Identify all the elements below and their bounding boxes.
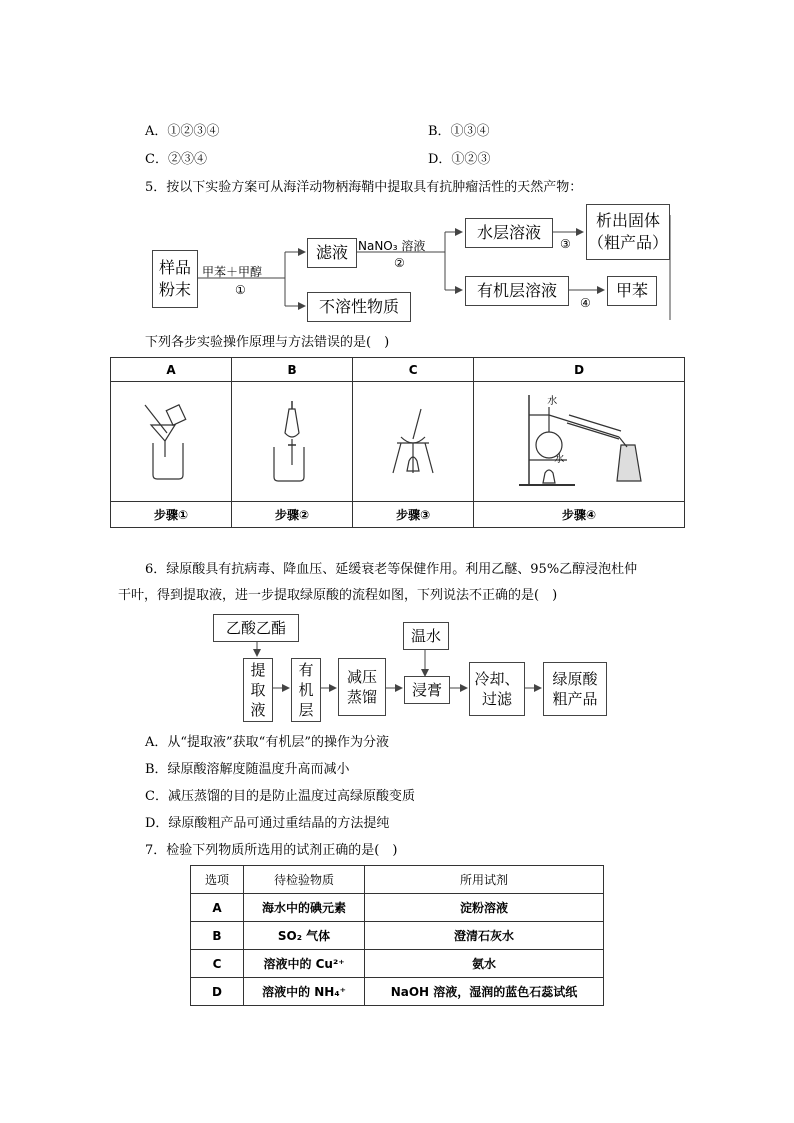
- question-7-stem: 7．检验下列物质所选用的试剂正确的是( ): [145, 843, 398, 858]
- box-extract: [243, 658, 273, 722]
- apparatus-header-c: C: [353, 358, 474, 382]
- box-cool-line2: 过滤: [481, 690, 512, 708]
- reagent-row-a-substance: 海水中的碘元素: [244, 894, 365, 922]
- label-step-4: ④: [580, 296, 591, 310]
- reagent-row-b-substance: SO₂ 气体: [244, 922, 365, 950]
- box-extract-line2: 取: [250, 681, 266, 699]
- box-solid-line1: 析出固体: [595, 211, 660, 230]
- reagent-row-c-option: C: [191, 950, 244, 978]
- reagent-table: [190, 865, 604, 1006]
- box-organic-line3: 层: [298, 701, 314, 719]
- apparatus-step-3: 步骤③: [353, 502, 474, 528]
- box-cool-filter: [469, 662, 525, 716]
- water-inlet-label-top: 水: [547, 396, 558, 407]
- reagent-row-a-reagent: 淀粉溶液: [365, 894, 604, 922]
- apparatus-step-4: 步骤④: [474, 502, 685, 528]
- apparatus-header-d: D: [474, 358, 685, 382]
- q6-option-a: A．从“提取液”获取“有机层”的操作为分液: [145, 735, 389, 750]
- box-insoluble: 不溶性物质: [307, 292, 411, 322]
- box-aqueous-layer: 水层溶液: [465, 218, 553, 248]
- box-sample-line2: 粉末: [158, 280, 191, 299]
- apparatus-step-1: 步骤①: [111, 502, 232, 528]
- box-vacuum-line1: 减压: [346, 668, 377, 686]
- box-organic-line2: 机: [298, 681, 314, 699]
- box-crude-product: [543, 662, 607, 716]
- label-reagent-2: NaNO₃ 溶液: [358, 239, 426, 253]
- option-d: D．①②③: [428, 152, 491, 167]
- reagent-header-option: 选项: [191, 866, 244, 894]
- box-extract-line3: 液: [250, 701, 266, 719]
- reagent-row-a-option: A: [191, 894, 244, 922]
- label-step-2: ②: [394, 256, 405, 270]
- box-cool-line1: 冷却、: [474, 670, 520, 688]
- water-outlet-label-bottom: 水: [554, 454, 565, 465]
- reagent-row-c-reagent: 氨水: [365, 950, 604, 978]
- question-6-stem-line2: 干叶，得到提取液，进一步提取绿原酸的流程如图，下列说法不正确的是( ): [118, 588, 558, 603]
- box-extractum: 浸膏: [404, 676, 450, 704]
- reagent-row-d-option: D: [191, 978, 244, 1006]
- reagent-row-b-option: B: [191, 922, 244, 950]
- question-5-prompt: 下列各步实验操作原理与方法错误的是( ): [145, 335, 390, 350]
- reagent-header-substance: 待检验物质: [244, 866, 365, 894]
- apparatus-header-b: B: [232, 358, 353, 382]
- question-6-stem-line1: 6．绿原酸具有抗病毒、降血压、延缓衰老等保健作用。利用乙醚、95%乙醇浸泡杜仲: [145, 562, 638, 577]
- q6-option-b: B．绿原酸溶解度随温度升高而减小: [145, 762, 350, 777]
- box-warm-water: 温水: [403, 622, 449, 650]
- label-step-3: ③: [560, 237, 571, 251]
- box-crude-line1: 绿原酸: [552, 670, 598, 688]
- box-organic-line1: 有: [298, 661, 314, 679]
- reagent-header-reagent: 所用试剂: [365, 866, 604, 894]
- question-5-stem: 5．按以下实验方案可从海洋动物柄海鞘中提取具有抗肿瘤活性的天然产物：: [145, 180, 583, 195]
- reagent-row-c-substance: 溶液中的 Cu²⁺: [244, 950, 365, 978]
- label-reagent-1: 甲苯＋甲醇: [202, 265, 263, 279]
- apparatus-step-2: 步骤②: [232, 502, 353, 528]
- box-vacuum-line2: 蒸馏: [346, 688, 377, 706]
- q6-option-c: C．减压蒸馏的目的是防止温度过高绿原酸变质: [145, 789, 415, 804]
- reagent-row-b-reagent: 澄清石灰水: [365, 922, 604, 950]
- label-step-1: ①: [235, 283, 246, 297]
- box-sample-line1: 样品: [158, 258, 191, 277]
- q6-option-d: D．绿原酸粗产品可通过重结晶的方法提纯: [145, 816, 390, 831]
- box-ethyl-acetate: 乙酸乙酯: [213, 614, 299, 642]
- box-crude-line2: 粗产品: [552, 690, 598, 708]
- box-toluene: 甲苯: [607, 276, 657, 306]
- box-organic-layer: 有机层溶液: [465, 276, 569, 306]
- box-vacuum-distill: [338, 658, 386, 716]
- reagent-row-d-reagent: NaOH 溶液，湿润的蓝色石蕊试纸: [365, 978, 604, 1006]
- box-solid-line2: （粗产品）: [587, 233, 668, 252]
- box-organic: [291, 658, 321, 722]
- reagent-row-d-substance: 溶液中的 NH₄⁺: [244, 978, 365, 1006]
- apparatus-header-a: A: [111, 358, 232, 382]
- box-filtrate: 滤液: [307, 238, 357, 268]
- option-c: C．②③④: [145, 152, 207, 167]
- box-extract-line1: 提: [250, 661, 266, 679]
- option-a: A．①②③④: [145, 124, 220, 139]
- option-b: B．①③④: [428, 124, 490, 139]
